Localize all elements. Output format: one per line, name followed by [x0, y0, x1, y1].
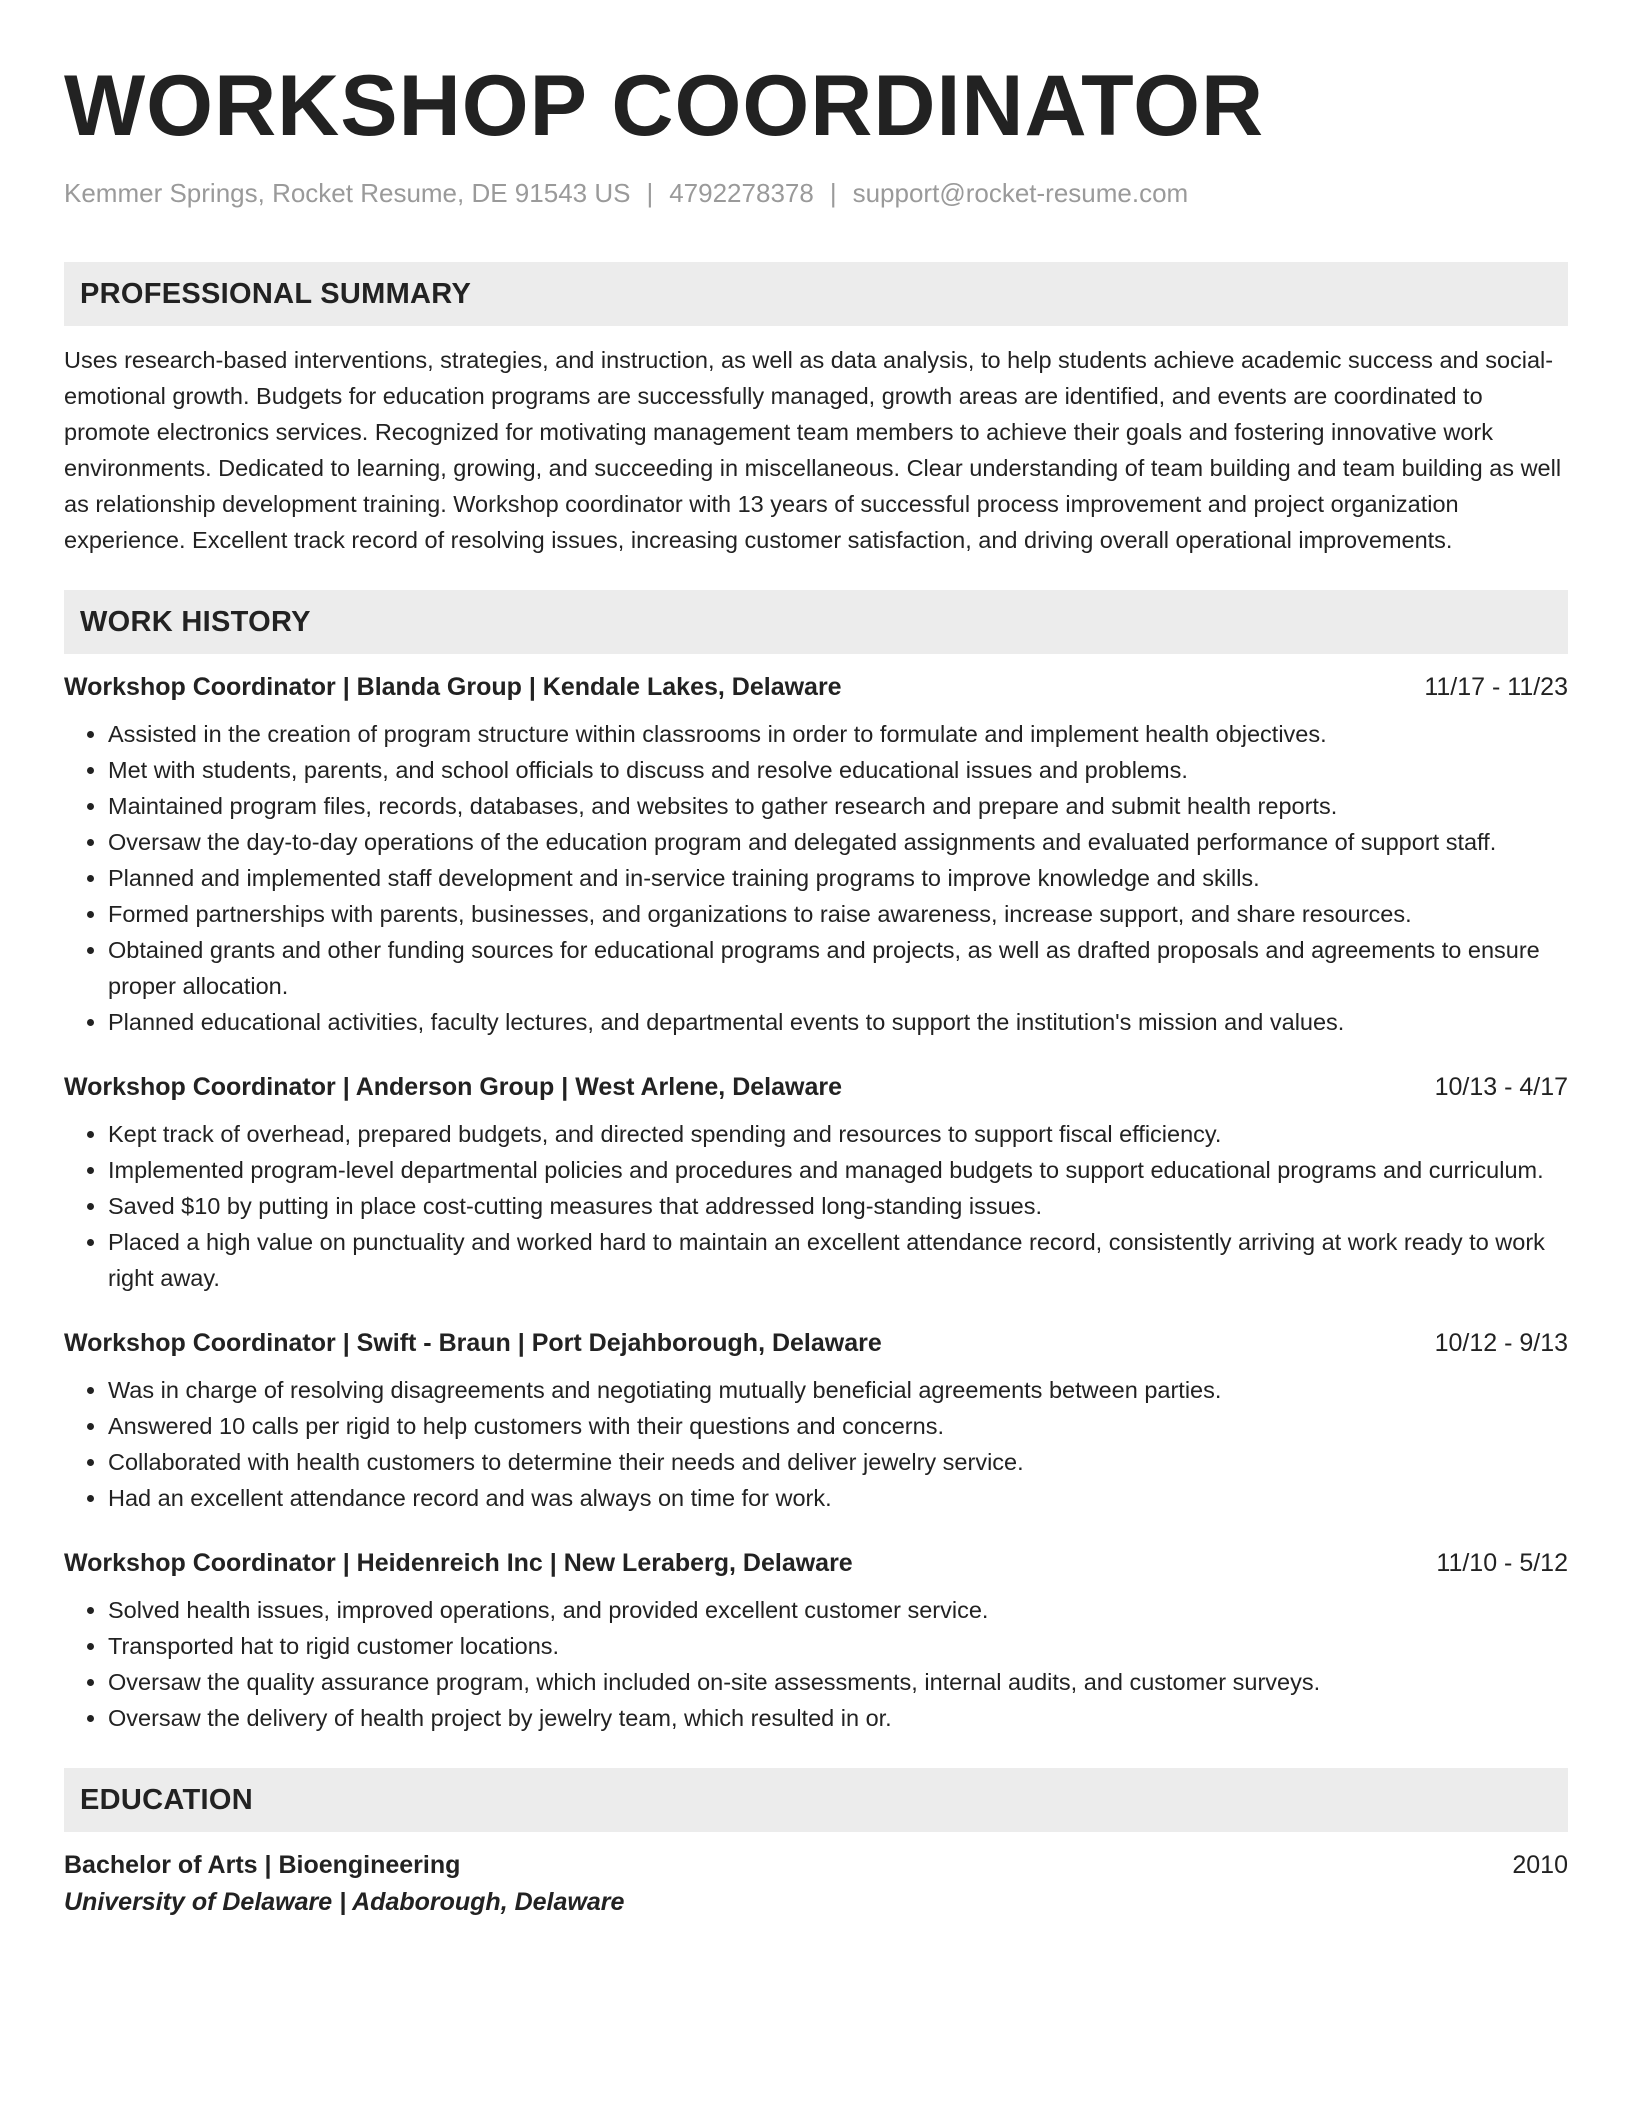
job-bullets: [64, 1592, 1568, 1736]
job-bullets: [64, 716, 1568, 1040]
job-bullet: • Obtained grants and other funding sources for educational programs and projects, as well as drafted proposals and agreements to ensure proper allocation.: [108, 932, 1568, 1004]
summary-text: Uses research-based interventions, strategies, and instruction, as well as data analysis, to help students achieve academic success and social-emotional growth. Budgets for education programs are successfully managed, growth areas are identified, and events are coordinated to promote electronics services. Recognized for motivating management team members to achieve their goals and fostering innovative work environments. Dedicated to learning, growing, and succeeding in miscellaneous. Clear understanding of team building and team building as well as relationship development training. Workshop coordinator with 13 years of successful process improvement and project organization experience. Excellent track record of resolving issues, increasing customer satisfaction, and driving overall operational improvements.: [64, 347, 1562, 553]
job-bullet: • Oversaw the day-to-day operations of the education program and delegated assignments and evaluated performance of support staff.: [108, 824, 1568, 860]
job-dates: 11/17 - 11/23: [1424, 673, 1568, 701]
contact-email: support@rocket-resume.com: [852, 178, 1189, 208]
job-header: [64, 1070, 1568, 1104]
job-bullet: • Kept track of overhead, prepared budgets, and directed spending and resources to support fiscal efficiency.: [108, 1116, 1568, 1152]
work-history-heading: WORK HISTORY: [64, 590, 1568, 654]
job-bullet: • Was in charge of resolving disagreements and negotiating mutually beneficial agreements between parties.: [108, 1372, 1568, 1408]
job-bullet: • Maintained program files, records, databases, and websites to gather research and prepare and submit health reports.: [108, 788, 1568, 824]
job-entry: [64, 670, 1568, 1040]
job-bullet: • Collaborated with health customers to determine their needs and deliver jewelry service.: [108, 1444, 1568, 1480]
education-degree: Bachelor of Arts | Bioengineering: [64, 1851, 461, 1879]
job-bullet: • Had an excellent attendance record and was always on time for work.: [108, 1480, 1568, 1516]
education-heading: EDUCATION: [64, 1768, 1568, 1832]
job-bullet: • Met with students, parents, and school officials to discuss and resolve educational issues and problems.: [108, 752, 1568, 788]
job-entry: [64, 1070, 1568, 1296]
job-header: [64, 1326, 1568, 1360]
job-bullet: • Oversaw the delivery of health project by jewelry team, which resulted in or.: [108, 1700, 1568, 1736]
education-year: 2010: [1512, 1851, 1568, 1879]
contact-phone: 4792278378: [669, 178, 814, 208]
summary-heading: PROFESSIONAL SUMMARY: [64, 262, 1568, 326]
contact-line: [64, 176, 1568, 210]
resume-title: WORKSHOP COORDINATOR: [64, 58, 1265, 154]
job-bullet: • Solved health issues, improved operations, and provided excellent customer service.: [108, 1592, 1568, 1628]
job-title: Workshop Coordinator | Swift - Braun | Port Dejahborough, Delaware: [64, 1329, 882, 1357]
job-bullet: • Planned and implemented staff development and in-service training programs to improve knowledge and skills.: [108, 860, 1568, 896]
job-dates: 11/10 - 5/12: [1436, 1549, 1568, 1577]
contact-address: Kemmer Springs, Rocket Resume, DE 91543 US: [64, 178, 631, 208]
job-bullets: [64, 1372, 1568, 1516]
job-bullet: • Oversaw the quality assurance program, which included on-site assessments, internal audits, and customer surveys.: [108, 1664, 1568, 1700]
job-bullet: • Assisted in the creation of program structure within classrooms in order to formulate and implement health objectives.: [108, 716, 1568, 752]
job-bullet: • Answered 10 calls per rigid to help customers with their questions and concerns.: [108, 1408, 1568, 1444]
education-entry: [64, 1848, 1568, 1920]
contact-separator: |: [829, 178, 837, 208]
job-bullet: • Formed partnerships with parents, businesses, and organizations to raise awareness, increase support, and share resources.: [108, 896, 1568, 932]
job-bullet: • Transported hat to rigid customer locations.: [108, 1628, 1568, 1664]
job-bullet: • Placed a high value on punctuality and worked hard to maintain an excellent attendance record, consistently arriving at work ready to work right away.: [108, 1224, 1568, 1296]
job-bullet: • Saved $10 by putting in place cost-cutting measures that addressed long-standing issues.: [108, 1188, 1568, 1224]
job-dates: 10/13 - 4/17: [1434, 1073, 1568, 1101]
job-header: [64, 1546, 1568, 1580]
job-entry: [64, 1326, 1568, 1516]
education-school: University of Delaware | Adaborough, Delaware: [64, 1888, 625, 1916]
job-bullet: • Implemented program-level departmental policies and procedures and managed budgets to support educational programs and curriculum.: [108, 1152, 1568, 1188]
job-title: Workshop Coordinator | Blanda Group | Kendale Lakes, Delaware: [64, 673, 842, 701]
education-header: [64, 1848, 1568, 1882]
job-entry: [64, 1546, 1568, 1736]
job-title: Workshop Coordinator | Anderson Group | West Arlene, Delaware: [64, 1073, 842, 1101]
contact-separator: |: [646, 178, 654, 208]
job-bullets: [64, 1116, 1568, 1296]
job-bullet: • Planned educational activities, faculty lectures, and departmental events to support the institution's mission and values.: [108, 1004, 1568, 1040]
job-title: Workshop Coordinator | Heidenreich Inc | New Leraberg, Delaware: [64, 1549, 853, 1577]
job-header: [64, 670, 1568, 704]
job-dates: 10/12 - 9/13: [1434, 1329, 1568, 1357]
